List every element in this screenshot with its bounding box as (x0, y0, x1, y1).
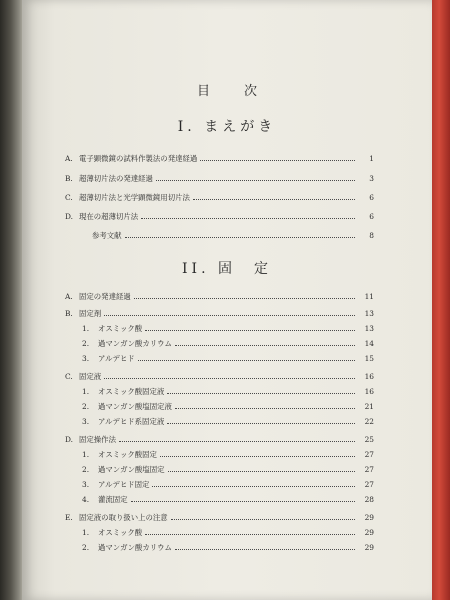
section-heading-2: II. 固 定 (182, 261, 272, 277)
dot-leader (104, 370, 355, 379)
entry-title: 現在の超薄切片法 (79, 212, 139, 221)
toc-entry (22, 526, 432, 540)
dot-leader (152, 478, 355, 487)
entry-title: 過マンガン酸塩固定液 (98, 402, 172, 411)
entry-title: 固定の発達経過 (79, 292, 131, 301)
entry-title: 固定液 (79, 372, 102, 381)
entry-marker: A. (65, 292, 73, 301)
entry-marker: 3. (82, 417, 90, 426)
dot-leader (145, 526, 355, 535)
entry-page: 13 (364, 309, 374, 318)
toc-entry (22, 385, 432, 399)
toc-entry (22, 172, 432, 186)
book-binding (0, 0, 24, 600)
dot-leader (145, 322, 355, 331)
entry-marker: A. (65, 154, 73, 163)
toc-entry (22, 352, 432, 366)
entry-page: 13 (364, 324, 374, 333)
entry-title: オスミック酸固定液 (98, 387, 165, 396)
dot-leader (168, 463, 355, 472)
entry-title: アルデヒド固定 (98, 480, 150, 489)
entry-marker: 3. (82, 480, 90, 489)
entry-page: 6 (369, 212, 374, 221)
entry-marker: 3. (82, 354, 90, 363)
dot-leader (125, 229, 355, 238)
entry-title: オスミック酸固定 (98, 450, 157, 459)
entry-marker: D. (65, 212, 74, 221)
book-cover-edge (432, 0, 450, 600)
entry-page: 21 (364, 402, 374, 411)
entry-page: 25 (364, 435, 374, 444)
entry-title: アルデヒド (98, 354, 135, 363)
toc-entry (22, 478, 432, 492)
entry-marker: B. (65, 174, 73, 183)
toc-entry (22, 541, 432, 555)
entry-page: 6 (369, 193, 374, 202)
entry-marker: 1. (82, 324, 90, 333)
entry-page: 16 (364, 387, 374, 396)
entry-page: 29 (364, 513, 374, 522)
toc-entry (22, 448, 432, 462)
entry-page: 22 (364, 417, 374, 426)
toc-entry (22, 337, 432, 351)
entry-page: 27 (364, 450, 374, 459)
dot-leader (171, 511, 355, 520)
entry-page: 14 (364, 339, 374, 348)
entry-marker: 1. (82, 387, 90, 396)
toc-entry (22, 191, 432, 205)
dot-leader (193, 191, 355, 200)
entry-title: 過マンガン酸カリウム (98, 339, 172, 348)
dot-leader (200, 152, 355, 161)
entry-marker: C. (65, 193, 73, 202)
entry-marker: B. (65, 309, 73, 318)
entry-page: 8 (369, 231, 374, 240)
entry-page: 28 (364, 495, 374, 504)
entry-title: 固定液の取り扱い上の注意 (79, 513, 168, 522)
entry-page: 16 (364, 372, 374, 381)
toc-entry (22, 307, 432, 321)
section-heading-1: I. まえがき (177, 119, 277, 135)
entry-title: 過マンガン酸塩固定 (98, 465, 165, 474)
entry-title: 電子顕微鏡の試料作製法の発達経過 (79, 154, 198, 163)
entry-title: オスミック酸 (98, 528, 143, 537)
entry-marker: 2. (82, 339, 90, 348)
dot-leader (160, 448, 355, 457)
entry-page: 3 (369, 174, 374, 183)
entry-title: アルデヒド系固定液 (98, 417, 165, 426)
dot-leader (131, 493, 355, 502)
entry-page: 27 (364, 480, 374, 489)
toc-entry (22, 370, 432, 384)
dot-leader (175, 337, 355, 346)
dot-leader (104, 307, 355, 316)
entry-title: 超薄切片法と光学顕微鏡用切片法 (79, 193, 190, 202)
toc-entry (22, 290, 432, 304)
toc-entry (22, 210, 432, 224)
entry-marker: 2. (82, 465, 90, 474)
entry-title: 固定剤 (79, 309, 102, 318)
entry-marker: 1. (82, 450, 90, 459)
entry-page: 1 (369, 154, 374, 163)
entry-marker: D. (65, 435, 74, 444)
entry-page: 27 (364, 465, 374, 474)
toc-entry (22, 433, 432, 447)
entry-title: 過マンガン酸カリウム (98, 543, 172, 552)
toc-entry (22, 415, 432, 429)
dot-leader (134, 290, 355, 299)
toc-title: 目次 (196, 84, 291, 99)
entry-title: 参考文献 (92, 231, 122, 240)
dot-leader (175, 400, 355, 409)
entry-marker: 1. (82, 528, 90, 537)
dot-leader (141, 210, 355, 219)
toc-entry (22, 152, 432, 166)
entry-marker: 4. (82, 495, 90, 504)
dot-leader (175, 541, 355, 550)
entry-marker: C. (65, 372, 73, 381)
dot-leader (138, 352, 355, 361)
entry-title: 固定操作法 (79, 435, 116, 444)
toc-entry (22, 463, 432, 477)
entry-title: 超薄切片法の発達経過 (79, 174, 153, 183)
entry-page: 29 (364, 528, 374, 537)
entry-title: 灌流固定 (98, 495, 128, 504)
toc-entry (22, 493, 432, 507)
toc-entry (22, 400, 432, 414)
toc-entry (22, 511, 432, 525)
entry-title: オスミック酸 (98, 324, 143, 333)
dot-leader (167, 415, 355, 424)
toc-entry (22, 322, 432, 336)
toc-entry (22, 229, 432, 243)
entry-page: 29 (364, 543, 374, 552)
dot-leader (119, 433, 355, 442)
entry-page: 11 (364, 292, 374, 301)
dot-leader (167, 385, 355, 394)
dot-leader (156, 172, 355, 181)
entry-marker: E. (65, 513, 73, 522)
entry-marker: 2. (82, 402, 90, 411)
entry-page: 15 (364, 354, 374, 363)
entry-marker: 2. (82, 543, 90, 552)
